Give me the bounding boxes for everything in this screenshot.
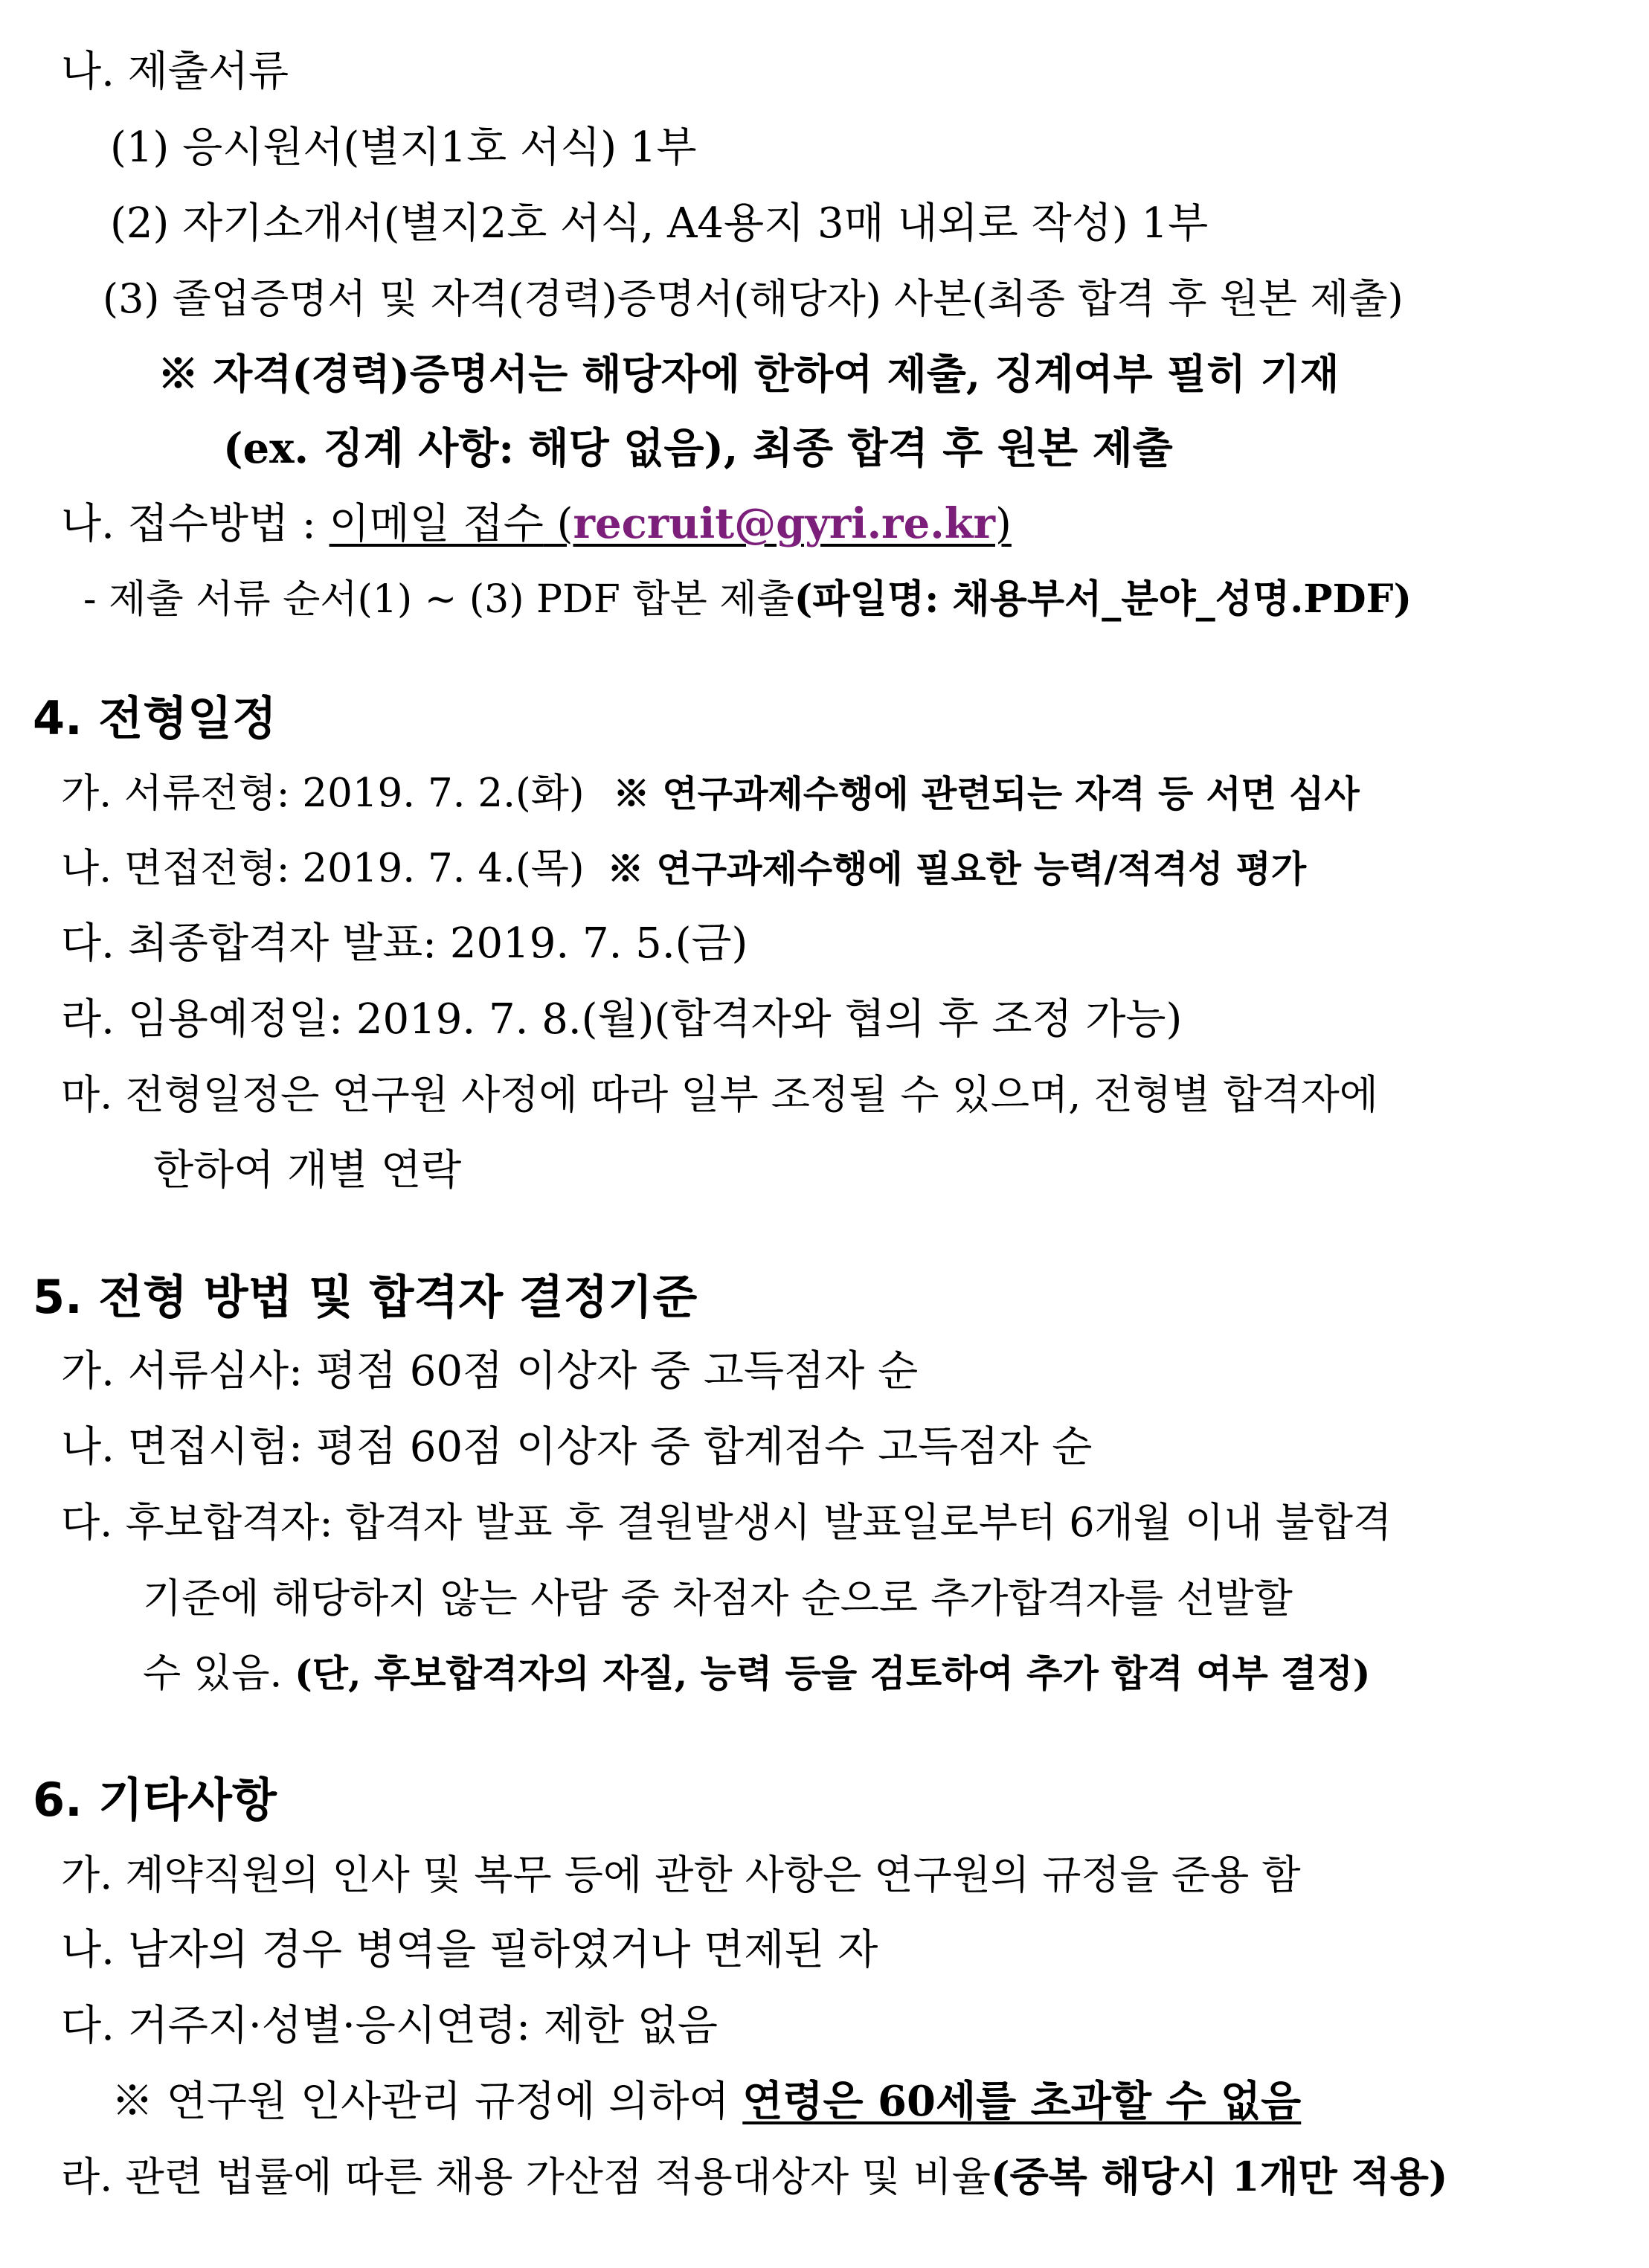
schedule-notice-line-1: 마. 전형일정은 연구원 사정에 따라 일부 조정될 수 있으며, 전형별 합격자에 xyxy=(61,1071,1378,1118)
qualification-note-line-2: (ex. 징계 사항: 해당 없음), 최종 합격 후 원본 제출 xyxy=(223,424,1173,473)
bonus-points-bold: (중복 해당시 1개만 적용) xyxy=(990,2153,1448,2200)
misc-military-service: 나. 남자의 경우 병역을 필하였거나 면제된 자 xyxy=(61,1926,878,1974)
submission-order-text: - 제출 서류 순서(1) ~ (3) PDF 합본 제출 xyxy=(83,577,794,622)
criteria-reserve-bold: (단, 후보합격자의 자질, 능력 등을 검토하여 추가 합격 여부 결정) xyxy=(295,1651,1371,1695)
section-6-heading: 6. 기타사항 xyxy=(33,1773,277,1827)
email-close-paren: ) xyxy=(995,500,1012,548)
schedule-interview-note: ※ 연구과제수행에 필요한 능력/적격성 평가 xyxy=(607,847,1307,890)
email-receipt-text: 이메일 접수 xyxy=(329,500,544,548)
section-5-heading: 5. 전형 방법 및 합격자 결정기준 xyxy=(33,1270,698,1324)
schedule-final-announcement: 다. 최종합격자 발표: 2019. 7. 5.(금) xyxy=(61,919,748,968)
bonus-points-text: 라. 관련 법률에 따른 채용 가산점 적용대상자 및 비율 xyxy=(61,2153,991,2200)
misc-personnel-rules: 가. 계약직원의 인사 및 복무 등에 관한 사항은 연구원의 규정을 준용 함 xyxy=(61,1851,1301,1898)
documents-heading: 나. 제출서류 xyxy=(61,48,289,96)
schedule-appointment-date: 라. 임용예정일: 2019. 7. 8.(월)(합격자와 협의 후 조정 가능) xyxy=(61,995,1183,1044)
age-limit-note-text: ※ 연구원 인사관리 규정에 의하여 xyxy=(112,2078,743,2126)
email-link[interactable]: recruit@gyri.re.kr xyxy=(573,499,995,548)
document-item-2: (2) 자기소개서(별지2호 서식, A4용지 3매 내외로 작성) 1부 xyxy=(110,199,1209,248)
age-limit-underlined: 연령은 60세를 초과할 수 없음 xyxy=(742,2077,1302,2126)
document-item-1: (1) 응시원서(별지1호 서식) 1부 xyxy=(110,123,697,172)
criteria-reserve-line-2: 기준에 해당하지 않는 사람 중 차점자 순으로 추가합격자를 선발할 xyxy=(143,1575,1293,1622)
submission-order xyxy=(83,570,1412,629)
application-method-value xyxy=(330,500,1012,548)
schedule-document-note: ※ 연구과제수행에 관련되는 자격 등 서면 심사 xyxy=(613,772,1360,815)
schedule-document-screening xyxy=(61,764,1360,823)
misc-no-restrictions: 다. 거주지·성별·응시연령: 제한 없음 xyxy=(61,2002,719,2050)
schedule-document-date: 가. 서류전형: 2019. 7. 2.(화) xyxy=(61,771,585,816)
section-4-heading: 4. 전형일정 xyxy=(33,691,277,745)
schedule-interview-date: 나. 면접전형: 2019. 7. 4.(목) xyxy=(61,846,585,891)
application-method xyxy=(61,494,1012,554)
document-item-3: (3) 졸업증명서 및 자격(경력)증명서(해당자) 사본(최종 합격 후 원본 제출) xyxy=(103,275,1404,322)
criteria-document-review: 가. 서류심사: 평점 60점 이상자 중 고득점자 순 xyxy=(61,1347,919,1395)
criteria-reserve-plain: 수 있음. xyxy=(143,1651,295,1696)
misc-age-limit-note xyxy=(112,2072,1301,2132)
submission-filename: (파일명: 채용부서_분야_성명.PDF) xyxy=(794,576,1412,622)
email-open-paren: ( xyxy=(543,500,573,548)
schedule-notice-line-2: 한하여 개별 연락 xyxy=(153,1146,462,1195)
criteria-reserve-line-3 xyxy=(143,1644,1370,1703)
criteria-reserve-line-1: 다. 후보합격자: 합격자 발표 후 결원발생시 발표일로부터 6개월 이내 불합격 xyxy=(61,1499,1392,1546)
application-method-label: 나. 접수방법 : xyxy=(61,500,330,548)
qualification-note-line-1: ※ 자격(경력)증명서는 해당자에 한하여 제출, 징계여부 필히 기재 xyxy=(158,350,1340,398)
criteria-interview: 나. 면접시험: 평점 60점 이상자 중 합계점수 고득점자 순 xyxy=(61,1423,1093,1471)
misc-bonus-points xyxy=(61,2147,1448,2207)
schedule-interview xyxy=(61,839,1306,899)
